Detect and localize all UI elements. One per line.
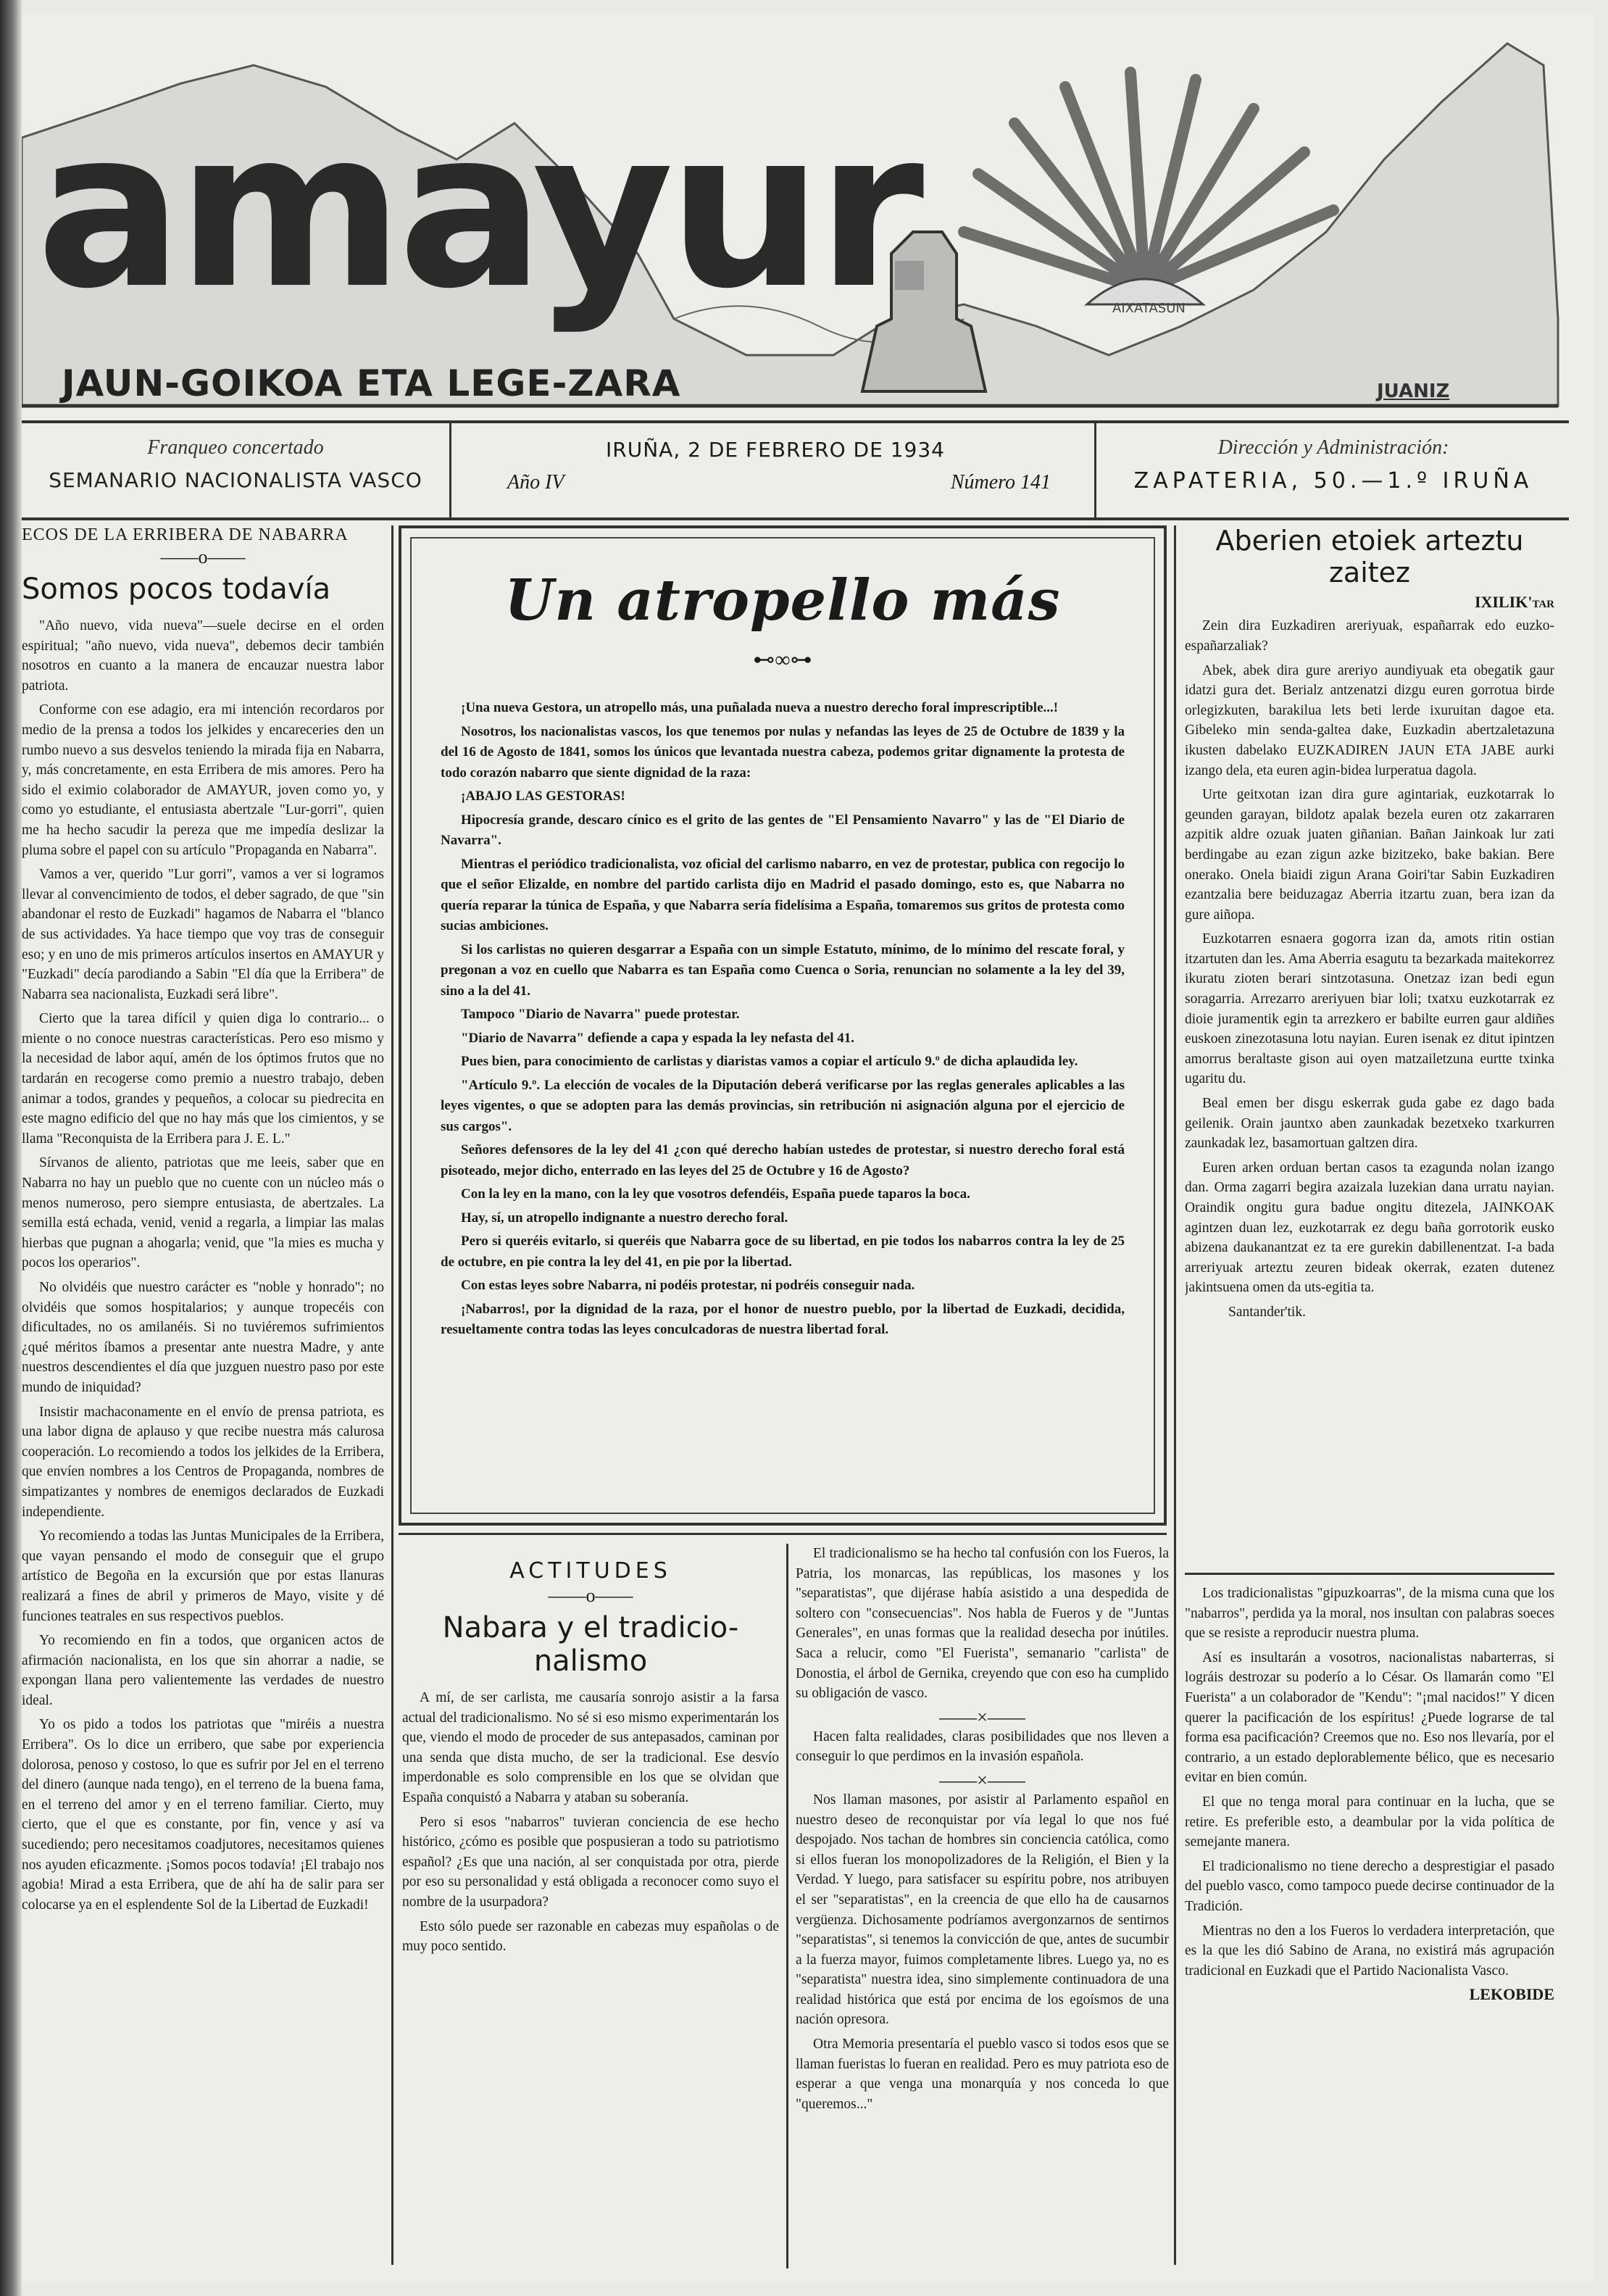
editorial-paragraph: Hipocresía grande, descaro cínico es el grito de las gentes de "El Pensamiento Navarro" y las de "El Diario de Navarra".: [441, 812, 1125, 848]
actitudes-paragraph: Así es insultarán a vosotros, nacionalistas nabarterras, si lográis destrozar su poderío a lo César. Os llamarán como "El Fuerista" a un colaborador de "Kendu": "¡mal nacidos!" Y dicen querer la pacificación de los espíritus! ¿Puede lograrse de tal forma esa pacificación? Creemos que no. Eso nos llevaría, por el contrario, a un estado deplorablemente bélico, que es necesario evitar en bien común.: [1185, 1650, 1554, 1786]
editorial-paragraph: Señores defensores de la ley del 41 ¿con qué derecho habían ustedes de protestar, si nuestro derecho foral está pisoteado, mejor dicho, enterrado en las leyes del 25 de Octubre y 16 de Agosto?: [441, 1142, 1125, 1178]
editorial-paragraph: Mientras el periódico tradicionalista, voz oficial del carlismo nabarro, en vez de protestar, publica con regocijo lo que el señor Elizalde, en nombre del partido carlista dijo en Madrid el pasado domingo, esto es, que Nabarra no quería reparar la túnica de España, y que Nabarra sería fidelísima a España, tomaremos sus gritos de protesta como sucias ambiciones.: [441, 856, 1125, 933]
actitudes-paragraph: Pero si esos "nabarros" tuvieran conciencia de ese hecho histórico, ¿cómo es posible que pospusieran a todo su patriotismo español? ¿Es que una nación, al ser conquistada por otra, pierde por eso su personalidad y está obligada a reconocer como suyo el nombre de la usurpadora?: [402, 1814, 779, 1910]
masthead-motto: JAUN-GOIKOA ETA LEGE-ZARA: [62, 362, 681, 404]
info-left: [22, 423, 451, 517]
actitudes-title-line1: Nabara y el tradicio-: [442, 1611, 739, 1644]
left-article: [22, 525, 384, 2276]
issue-number: Número 141: [950, 471, 1051, 494]
editorial-paragraph: Con la ley en la mano, con la ley que vosotros defendéis, España puede taparos la boca.: [461, 1186, 970, 1202]
actitudes-title: [402, 1611, 779, 1678]
info-band: [22, 420, 1569, 520]
actitudes-paragraph: Hacen falta realidades, claras posibilidades que nos lleven a conseguir lo que perdimos en la invasión española.: [796, 1729, 1169, 1765]
section-rule: [1185, 1573, 1554, 1575]
left-paragraph: "Año nuevo, vida nueva"—suele decirse en el orden espiritual; "año nuevo, vida nueva", debemos decir también nosotros en cuanto a la manera de encauzar nuestra labor patriota.: [22, 618, 384, 694]
editorial-paragraph: Tampoco "Diario de Navarra" puede protestar.: [461, 1007, 740, 1022]
issue-date: IRUÑA, 2 DE FEBRERO DE 1934: [606, 438, 945, 462]
editorial-paragraph: "Artículo 9.º. La elección de vocales de la Diputación deberá verificarse por las reglas generales aplicables a las leyes vigentes, o que se adopten para las demás provincias, sin retribución ni asignación alguna por el ejercicio de sus cargos".: [441, 1077, 1125, 1134]
actitudes-paragraph: Los tradicionalistas "gipuzkoarras", de la misma cuna que los "nabarros", perdida ya la moral, nos insultan con palabras soeces que se resiste a reproducir nuestra pluma.: [1185, 1586, 1554, 1642]
right-paragraph: Euren arken orduan bertan casos ta ezagunda nolan izango dan. Orma zagarri begira azaizala luzekian dana urratu nayian. Oraindik ongitu gura badue ongitu ditezela, JAINKOAK agintzen duan lez, euzkotarrak ez degu baña gorrotorik eusko abizena daukanantzat ez ta ere gurekin dabillenentzat. I-a bada arreriyuak arteztu zeuren bideak okerrak, ezaten dutenez jakintsuena omen da uts-egitia ta.: [1185, 1160, 1554, 1296]
right-title-line2: zaitez: [1328, 556, 1410, 588]
editorial-paragraph: ¡ABAJO LAS GESTORAS!: [461, 789, 625, 804]
paragraph-separator: ——×——: [939, 1706, 1025, 1728]
left-paragraph: Yo os pido a todos los patriotas que "miréis a nuestra Erribera". Os lo dice un erribero, que sabe por experiencia dolorosa, penoso y costoso, lo que es sufrir por Jel en el terreno del dinero (aunque nada tengo), en el terreno de la buena fama, en el terreno del amor y en el terreno familiar. Cierto, muy cierto, que el que es constante, por fin, vence y así va sucediendo; pero necesitamos coadjutores, necesitamos quienes nos ayuden eficazmente. ¡Somos pocos todavía! ¡El trabajo nos agobia! Mirad a esta Erribera, que de ahí ha de salir para ser colocarse ya en el esplendente Sol de la Libertad de Euzkadi!: [22, 1717, 384, 1913]
admin-address: ZAPATERIA, 50.—1.º IRUÑA: [1133, 468, 1533, 494]
page-edge-shadow: [0, 0, 22, 2296]
info-right: [1101, 423, 1565, 517]
right-paragraph: Urte geitxotan izan dira gure agintariak, euzkotarrak lo geunden garayan, bildotz apalak bezela euren otz zakarraren azpitik aldre ozuak juaten giñanian. Bañan Jainkoak lur zati berdingabe au ezan zigun azke bizitzeko, bake bakian. Bere onerako. Onela biaidi zigun Arana Goiri'tar Sabin Euzkadiren ezantzalia bere beiduzagaz Aberria itzartu zuan, bera izan da gure aiñopa.: [1185, 787, 1554, 923]
left-paragraph: Vamos a ver, querido "Lur gorri", vamos a ver si logramos llevar al convencimiento de todos, el deber sagrado, de que "sin abandonar el resto de Euzkadi" hagamos de Nabarra el "blanco de sus actividades. Ya hace tiempo que voy tras de conseguir eso; y en uno de mis primeros artículos insertos en AMAYUR y "Euzkadi" decía parodiando a Sabin "El día que la Erribera" de Nabarra sea nacionalista, Euzkadi será libre".: [22, 867, 384, 1002]
editorial-inner-frame: [410, 537, 1155, 1514]
editorial-paragraph: Con estas leyes sobre Nabarra, ni podéis protestar, ni podréis conseguir nada.: [461, 1278, 915, 1293]
actitudes-ornament: ——o——: [548, 1585, 633, 1606]
actitudes-section-tag: ACTITUDES: [509, 1558, 672, 1584]
editorial-paragraph: "Diario de Navarra" defiende a capa y espada la ley nefasta del 41.: [461, 1030, 855, 1046]
editorial-paragraph: Pero si queréis evitarlo, si queréis que Nabarra goce de su libertad, en pie todos los nabarros contra la ley de 25 de octubre, en pie contra la ley del 41, en pie por la libertad.: [441, 1234, 1125, 1270]
editorial-paragraph: Pues bien, para conocimiento de carlistas y diaristas vamos a copiar el artículo 9.º de dicha aplaudida ley.: [461, 1054, 1078, 1069]
left-paragraph: Conforme con ese adagio, era mi intención recordaros por medio de la prensa a todos los jelkides y encareceries den un rumbo nuevo a sus desvelos teniendo la mirada fija en Nabarra, y, más concretamente, en esta Erribera de mis amores. Pero ha sido el eximio colaborador de AMAYUR, joven como yo, y como yo estudiante, el entusiasta abertzale "Lur-gorri", quien me ha hecho sacudir la pereza que me impedía deslizar la pluma sobre el papel con su artículo "Propaganda en Nabarra".: [22, 702, 384, 858]
editorial-ornament: ⊷∞⊶: [753, 648, 812, 672]
right-article-signature: Santander'tik.: [1228, 1304, 1306, 1320]
actitudes-paragraph: A mí, de ser carlista, me causaría sonrojo asistir a la farsa actual del tradicionalismo. No sé si eso mismo experimentarán los que, viendo el modo de proceder de sus antepasados, caminan por una senda que dista mucho, de ser la tradicional. Ese desvío imperdonable es solo comprensible en los que se olvidan que España conquistó a Nabarra y ataban su soberanía.: [402, 1690, 779, 1805]
editorial-box: [399, 525, 1167, 1526]
editorial-paragraph: Si los carlistas no quieren desgarrar a España con un simple Estatuto, mínimo, de lo mínimo del rescate foral, y pregonan a voz en cuello que Nabarra es tan España como Cuenca o Soria, renuncian no solamente a la ley del 39, sino a la del 41.: [441, 941, 1125, 999]
masthead-logo: amayur: [36, 83, 919, 336]
issue-year: Año IV: [507, 471, 565, 494]
masthead: [22, 14, 1594, 424]
left-paragraph: Cierto que la tarea difícil y quien diga lo contrario... o miente o no conoce nuestras características. Pero eso mismo y la necesidad de labor aquí, amén de los óptimos frutos que no tardarán en recogerse como premio a nuestro trabajo, deben animar a todos, grandes y pequeños, a colocar su piedrecita en este magno edificio del que no hay más que los cimientos, y se llama "Reconquista de la Erribera para J. E. L.": [22, 1011, 384, 1147]
franqueo-label: Franqueo concertado: [147, 436, 324, 459]
newspaper-page: [22, 14, 1594, 2283]
right-paragraph: Abek, abek dira gure areriyo aundiyuak eta obegatik gaur idatzi gura det. Berialz antzenatzi dizgu euren gorrotua birde orlegizkuten, barakilua lets beti lerde ixuruitan dagoe eta. Gibeleko min senda-galtea dake, Euzkadin abertzaletazuna ikusten dabelako EUZKADIREN JAUN ETA JABE aurki izango dela, eta euren agin-bidea lurperatua dagola.: [1185, 662, 1554, 778]
column-rule: [391, 525, 393, 2265]
actitudes-col-3: [1185, 1584, 1554, 2276]
left-paragraph: Insistir machaconamente en el envío de prensa patriota, es una labor digna de aplauso y que recibe nuestra más calurosa cooperación. Lo recomiendo a todos los jelkides de la Erribera, que envíen nombres a los Centros de Propaganda, nombres de simpatizantes y nombres de enemigos declarados de Euzkadi independiente.: [22, 1404, 384, 1520]
right-paragraph: Beal emen ber disgu eskerrak guda gabe ez dago bada geilenik. Orain jauntxo aben zaunkadak bezetxeko txarkurren zaunkadak lez, basamortuan galtzen dira.: [1185, 1096, 1554, 1152]
right-paragraph: Euzkotarren esnaera gogorra izan da, amots ritin ostian itzartuten dan les. Ama Aberria esagutu ta bezarkada maitekorrez ikuratu zioten berari sintzotasuna. Onetzaz izan bedi egun soragarria. Arrezarro areriyuen biar loli; txatxu euzkotarrak ez dioie juramentik egin ta arrezkero er babilte eurren gaur aldiñes euskoen zinezotasuna lotu nayian. Euren isenak ez ditut ipintzen amorrus beraltaste gison aui oyen matzailetzuna eurtte txinka ugaritu du.: [1185, 931, 1554, 1087]
actitudes-col-1: [402, 1544, 779, 2276]
left-article-title: Somos pocos todavía: [22, 573, 331, 606]
editorial-headline: Un atropello más: [504, 567, 1061, 633]
actitudes-paragraph: Mientras no den a los Fueros lo verdadera interpretación, que es la que les dió Sabino de Arana, no existirá más agrupación tradicional en Euzkadi que el Partido Nacionalista Vasco.: [1185, 1923, 1554, 1979]
actitudes-paragraph: El tradicionalismo se ha hecho tal confusión con los Fueros, la Patria, los monarcas, las repúblicas, los masones y los "separatistas", que dijérase había asistido a una despedida de soltero con "consecuencias". Nos habla de Fueros y de "Juntas Generales", en unas formas que la realidad desecha por inútiles. Saca a relucir, como "El Fuerista", semanario "carlista" de Donostia, el árbol de Gernika, creyendo que con eso ha cumplido su obligación de vasco.: [796, 1546, 1169, 1702]
editorial-paragraph: ¡Una nueva Gestora, un atropello más, una puñalada nueva a nuestro derecho foral imprescriptible...!: [461, 700, 1059, 715]
publication-type: SEMANARIO NACIONALISTA VASCO: [49, 468, 422, 492]
actitudes-paragraph: Esto sólo puede ser razonable en cabezas muy españolas o de muy poco sentido.: [402, 1918, 779, 1955]
actitudes-paragraph: El tradicionalismo no tiene derecho a desprestigiar el pasado del pueblo vasco, como tampoco puede decirse continuador de la Tradición.: [1185, 1858, 1554, 1914]
actitudes-title-line2: nalismo: [533, 1644, 648, 1678]
left-paragraph: Yo recomiendo en fin a todos, que organicen actos de afirmación nacionalista, en los que sin ahorrar a nadie, se expongan llana pero valientemente las verdades de nuestro ideal.: [22, 1633, 384, 1708]
actitudes-paragraph: Nos llaman masones, por asistir al Parlamento español en nuestro deseo de reconquistar por vía legal lo que nos fué despojado. Nos tachan de hombres sin conciencia católica, como si ellos fueran los monopolizadores de la Religión, el Bien y la Verdad. Y luego, para satisfacer su espíritu pobre, nos atribuyen el ser "separatistas", en la creencia de que ello ha de causarnos vergüenza. Dichosamente podríamos avergonzarnos de sentirnos "separatistas", si tenemos la convicción de que, antes de sucumbir a la fuerza mayor, fuimos completamente libres. Luego ya, no es "separatista" nuestra idea, sino simplemente continuadora de una realidad histórica que está por encima de los egoísmos de una nación opresora.: [796, 1792, 1169, 2028]
left-section-tag: ECOS DE LA ERRIBERA DE NABARRA: [22, 525, 349, 544]
sun-label: AIXATASUN: [1112, 301, 1186, 316]
left-paragraph: Yo recomiendo a todas las Juntas Municipales de la Erribera, que vayan pensando el modo de conseguir que el grupo artístico de Begoña en la excursión que por estas llanuras realizará a fines de abril y primeros de Mayo, visite y dé funciones teatrales en sus respectivos pueblos.: [22, 1528, 384, 1624]
actitudes-col-2: [796, 1544, 1169, 2276]
right-article: [1185, 525, 1554, 1569]
left-paragraph: No olvidéis que nuestro carácter es "noble y honrado"; no olvidéis que somos hospitalarios; y aunque tropecéis con dificultades, no os amilanéis. Si no tuviéremos sufrimientos ¿qué méritos íbamos a presentar ante nuestra Madre, y ante nuestros descendientes el día que juzguen nuestro paso por este mundo de iniquidad?: [22, 1280, 384, 1395]
column-rule: [1174, 525, 1176, 2265]
info-center: [457, 423, 1096, 517]
right-title-line1: Aberien etoiek arteztu: [1215, 525, 1524, 557]
actitudes-paragraph: Otra Memoria presentaría el pueblo vasco si todos esos que se llaman fueristas lo fueran en realidad. Pero es muy patriota eso de esperar a que venga una monarquía y nos conceda lo que "queremos...": [796, 2037, 1169, 2112]
paragraph-separator: ——×——: [939, 1769, 1025, 1791]
actitudes-paragraph: El que no tenga moral para continuar en la lucha, que se retire. Es preferible esto, a deambular por la vida política de semejante manera.: [1185, 1794, 1554, 1850]
actitudes-signature: LEKOBIDE: [1469, 1985, 1554, 2004]
editorial-paragraph: Hay, sí, un atropello indignante a nuestro derecho foral.: [461, 1210, 788, 1226]
right-article-title: [1185, 525, 1554, 588]
admin-label: Dirección y Administración:: [1217, 436, 1449, 459]
editorial-paragraph: ¡Nabarros!, por la dignidad de la raza, por el honor de nuestro pueblo, por la libertad de Euzkadi, decidida, resueltamente contra todas las leyes conculcadoras de nuestra libertad foral.: [441, 1301, 1125, 1337]
left-paragraph: Sírvanos de aliento, patriotas que me leeis, saber que en Nabarra no hay un pueblo que no cuente con un núcleo más o menos numeroso, pero siempre entusiasta, de abertzales. La semilla está echada, venid, venid a regarla, a limpiar las malas hierbas que pugnan a ahogarla; venid, que "la mies es mucha y pocos los operarios".: [22, 1155, 384, 1271]
editorial-paragraph: Nosotros, los nacionalistas vascos, los que tenemos por nulas y nefandas las leyes de 25 de Octubre de 1839 y la del 16 de Agosto de 1841, somos los únicos que levantada nuestra cabeza, podemos gritar dignamente la protesta de todo corazón nabarro que siente dignidad de la raza:: [441, 723, 1125, 781]
editorial-body: [441, 698, 1125, 1498]
left-ornament: ——o——: [160, 546, 246, 567]
right-paragraph: Zein dira Euzkadiren areriyuak, españarrak edo euzko-españarzaliak?: [1185, 618, 1554, 654]
section-rule: [399, 1533, 1167, 1535]
artist-signature: JUANIZ: [1377, 380, 1450, 402]
column-rule: [786, 1544, 788, 2268]
right-article-author: IXILIK'tar: [1474, 593, 1554, 612]
